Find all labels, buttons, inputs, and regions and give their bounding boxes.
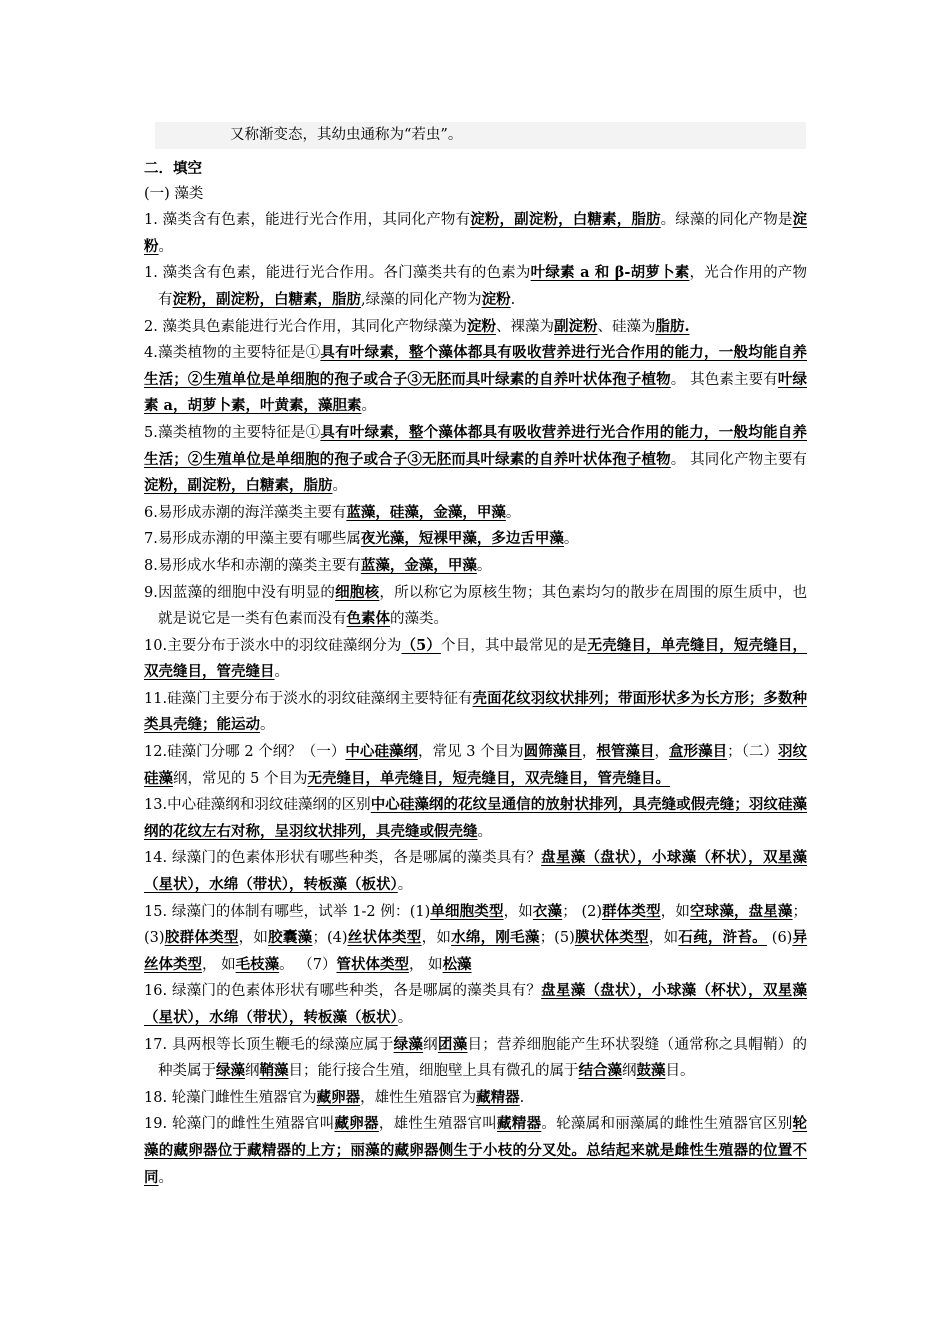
question-list [144, 207, 807, 1191]
answer-text: 藏精器 [497, 1115, 542, 1133]
answer-text: 胶囊藻 [268, 929, 313, 947]
question-text: 纲 [245, 1063, 260, 1080]
answer-text: （5） [401, 636, 442, 654]
question-item [144, 420, 807, 500]
question-text: ,绿藻的同化产物为 [361, 291, 482, 308]
question-text: 。 [563, 531, 579, 548]
answer-text: 水绵，刚毛藻 [451, 929, 540, 947]
question-text: . [519, 1089, 525, 1106]
answer-text: 空球藻，盘星藻 [690, 902, 793, 920]
answer-text: 副淀粉 [553, 317, 598, 335]
question-text: 。 [397, 877, 413, 894]
answer-text: 鼓藻 [636, 1062, 666, 1080]
answer-text: 淀粉 [144, 211, 807, 255]
question-text: 。轮藻属和丽藻属的雌性生殖器官区别 [541, 1116, 793, 1133]
answer-text: 轮藻的藏卵器位于藏精器的上方；丽藻的藏卵器侧生于小枝的分叉处。总结起来就是雌性生殖器的位置不同 [144, 1115, 808, 1186]
answer-text: 群体类型 [602, 902, 661, 920]
answer-text: 丝状体类型 [347, 929, 422, 947]
question-item [144, 553, 807, 580]
question-text: ， 如 [408, 956, 443, 973]
answer-text: 具有叶绿素，整个藻体都具有吸收营养进行光合作用的能力，一般均能自养生活；②生殖单位是单细胞的孢子或合子③无胚而具叶绿素的自养叶状体孢子植物 [144, 423, 808, 468]
question-item [144, 1111, 807, 1191]
content-body [144, 156, 807, 1191]
question-text: 。 [260, 717, 275, 734]
question-text: 8.易形成水华和赤潮的藻类主要有 [144, 557, 361, 574]
question-text: 4.藻类植物的主要特征是① [144, 345, 321, 362]
question-text: ；(3) [144, 903, 808, 947]
question-text: ， [581, 744, 597, 761]
answer-text: 叶绿素 a 和 β-胡萝卜素 [530, 264, 690, 282]
question-item [144, 899, 807, 979]
question-text: 。 其同化产物主要有 [670, 451, 808, 468]
question-item [144, 633, 807, 686]
answer-text: 胶群体类型 [164, 929, 239, 947]
question-item [144, 207, 807, 260]
question-item [144, 686, 807, 739]
question-item [144, 1032, 807, 1085]
question-text: 、硅藻为 [597, 318, 656, 335]
section-heading: 二．填空 [144, 160, 202, 177]
question-text: 6.易形成赤潮的海洋藻类主要有 [144, 504, 347, 521]
answer-text: 色素体 [346, 610, 390, 628]
answer-text: 松藻 [442, 955, 472, 973]
answer-text: 脂肪. [655, 317, 690, 335]
question-text: ，所以称它为原核生物；其色素均匀的散步在周围的原生质中，也就是说它是一类有色素而没有 [158, 584, 808, 628]
question-text: 19. 轮藻门的雌性生殖器官叫 [144, 1116, 335, 1133]
answer-text: 细胞核 [335, 583, 380, 601]
question-text: 。 其色素主要有 [670, 371, 778, 388]
question-text: 7.易形成赤潮的甲藻主要有哪些属 [144, 531, 361, 548]
answer-text: 鞘藻 [259, 1062, 289, 1080]
question-text: 。 [158, 238, 173, 255]
answer-text: 盘星藻（盘状），小球藻（杯状），双星藻（星状），水绵（带状），转板藻（板状） [144, 982, 807, 1026]
question-item [144, 792, 807, 845]
answer-text: 管状体类型 [336, 955, 409, 973]
answer-text: 藏卵器 [334, 1115, 379, 1133]
question-text: ； (2) [562, 903, 602, 920]
question-text: 个目，其中最常见的是 [441, 637, 588, 654]
question-item [144, 978, 807, 1031]
question-text: ，如 [238, 930, 269, 947]
answer-text: 壳面花纹羽纹状排列；带面形状多为长方形；多数种类具壳缝；能运动 [144, 689, 807, 734]
answer-text: 藏卵器 [316, 1088, 361, 1106]
question-text: 。 [397, 1010, 413, 1026]
question-text: 11.硅藻门主要分布于淡水的羽纹硅藻纲主要特征有 [144, 690, 473, 707]
answer-text: 无壳缝目，单壳缝目，短壳缝目，双壳缝目，管壳缝目。 [307, 769, 670, 787]
question-item [144, 580, 807, 633]
question-text: 13.中心硅藻纲和羽纹硅藻纲的区别 [144, 797, 371, 814]
question-text: 。 [332, 478, 347, 495]
question-text: 纲 [622, 1063, 637, 1080]
question-text: 18. 轮藻门雌性生殖器官为 [144, 1089, 317, 1106]
question-text: 。 [505, 504, 521, 521]
question-text: 目；能行接合生殖，细胞壁上具有微孔的属于 [288, 1063, 579, 1080]
question-text: 。绿藻的同化产物是 [660, 212, 793, 229]
question-item [144, 1085, 807, 1112]
question-text: ，常见 3 个目为 [418, 744, 524, 761]
question-text: ，如 [660, 903, 691, 920]
question-text: 。 [274, 664, 289, 681]
question-item [144, 500, 807, 527]
question-item [144, 260, 807, 313]
answer-text: 膜状体类型 [574, 929, 649, 947]
answer-text: 绿藻 [393, 1035, 424, 1053]
question-text: 1. 藻类含有色素，能进行光合作用，其同化产物有 [144, 212, 471, 229]
question-text: ，雄性生殖器官叫 [378, 1116, 498, 1133]
intro-line: 又称渐变态，其幼虫通称为“若虫”。 [230, 127, 463, 143]
answer-text: 团藻 [437, 1035, 468, 1053]
answer-text: 中心硅藻纲的花纹呈通信的放射状排列，具壳缝或假壳缝；羽纹硅藻纲的花纹左右对称，呈羽纹状排列，具壳缝或假壳缝 [144, 796, 808, 840]
answer-text: 淀粉，副淀粉，白糖素，脂肪 [470, 211, 661, 229]
answer-text: 根管藻目 [596, 743, 655, 761]
question-text: 纲，常见的 5 个目为 [173, 770, 308, 787]
answer-text: 淀粉 [466, 317, 496, 335]
question-text: ，光合作用的产物有 [158, 265, 808, 308]
answer-text: 蓝藻，金藻，甲藻 [360, 556, 477, 574]
question-text: 。 [476, 557, 492, 574]
answer-text: 淀粉 [481, 290, 511, 308]
question-item [144, 314, 807, 341]
question-text: 16. 绿藻门的色素体形状有哪些种类，各是哪属的藻类具有？ [144, 983, 542, 1000]
question-text: 12.硅藻门分哪 2 个纲？（一） [144, 744, 346, 761]
question-text: ；(5) [539, 930, 575, 947]
answer-text: 石莼，浒苔。 [678, 929, 767, 947]
answer-text: 单细胞类型 [430, 902, 504, 920]
answer-text: 盒形藻目 [669, 743, 728, 761]
question-text: 2. 藻类具色素能进行光合作用，其同化产物绿藻为 [144, 318, 467, 335]
question-text: 15. 绿藻门的体制有哪些，试举 1-2 例：(1) [144, 903, 431, 920]
answer-text: 毛枝藻 [235, 955, 280, 973]
question-text: 目；营养细胞能产生环状裂缝（通常称之具帽鞘）的种类属于 [158, 1036, 808, 1080]
question-text: 。 [158, 1169, 173, 1186]
question-text: 。 [361, 398, 376, 415]
answer-text: 结合藻 [578, 1062, 622, 1080]
question-text: . [510, 291, 516, 308]
answer-text: 中心硅藻纲 [345, 743, 419, 761]
question-text: (6) [766, 930, 793, 947]
question-text: ；(4) [312, 930, 348, 947]
answer-text: 无壳缝目，单壳缝目，短壳缝目，双壳缝目，管壳缝目 [144, 636, 808, 681]
question-text: 17. 具两根等长顶生鞭毛的绿藻应属于 [144, 1036, 394, 1053]
answer-text: 淀粉，副淀粉，白糖素，脂肪 [172, 290, 361, 308]
question-text: ，如 [648, 930, 679, 947]
question-text: 的藻类。 [390, 611, 448, 628]
question-text: ，如 [503, 903, 533, 920]
answer-text: 盘星藻（盘状），小球藻（杯状），双星藻（星状），水绵（带状），转板藻（板状） [144, 849, 807, 894]
question-text: 14. 绿藻门的色素体形状有哪些种类，各是哪属的藻类具有？ [144, 850, 542, 867]
answer-text: 绿藻 [216, 1062, 245, 1080]
question-text: ， [654, 744, 670, 761]
question-text: ；（二） [727, 744, 779, 761]
answer-text: 蓝藻，硅藻，金藻，甲藻 [346, 503, 506, 521]
sub-heading: (一) 藻类 [144, 185, 204, 202]
question-text: 目。 [665, 1063, 695, 1080]
question-text: 1. 藻类含有色素，能进行光合作用。各门藻类共有的色素为 [144, 265, 531, 282]
answer-text: 羽纹硅藻 [144, 743, 808, 787]
question-text: 5.藻类植物的主要特征是① [144, 424, 321, 441]
answer-text: 圆筛藻目 [523, 743, 582, 761]
question-item [144, 739, 807, 792]
answer-text: 藏精器 [476, 1088, 520, 1106]
question-text: ， 如 [202, 956, 236, 973]
question-text: 。 （7） [279, 956, 337, 973]
question-text: 、裸藻为 [495, 318, 554, 335]
answer-text: 异丝体类型 [144, 929, 808, 973]
answer-text: 衣藻 [532, 902, 563, 920]
question-text: 9.因蓝藻的细胞中没有明显的 [144, 584, 336, 601]
question-text: 10.主要分布于淡水中的羽纹硅藻纲分为 [144, 637, 402, 654]
question-text: ，如 [421, 930, 452, 947]
answer-text: 叶绿素 a，胡萝卜素，叶黄素，藻胆素 [144, 370, 808, 415]
question-item [144, 526, 807, 553]
question-item [144, 845, 807, 898]
question-item [144, 340, 807, 420]
answer-text: 具有叶绿素，整个藻体都具有吸收营养进行光合作用的能力，一般均能自养生活；②生殖单位是单细胞的孢子或合子③无胚而具叶绿素的自养叶状体孢子植物 [144, 344, 808, 388]
question-text: 。 [477, 823, 492, 840]
question-text: 纲 [423, 1036, 438, 1053]
answer-text: 淀粉，副淀粉，白糖素，脂肪 [144, 477, 333, 495]
question-text: ，雄性生殖器官为 [360, 1089, 477, 1106]
answer-text: 夜光藻，短裸甲藻，多边舌甲藻 [360, 530, 564, 548]
